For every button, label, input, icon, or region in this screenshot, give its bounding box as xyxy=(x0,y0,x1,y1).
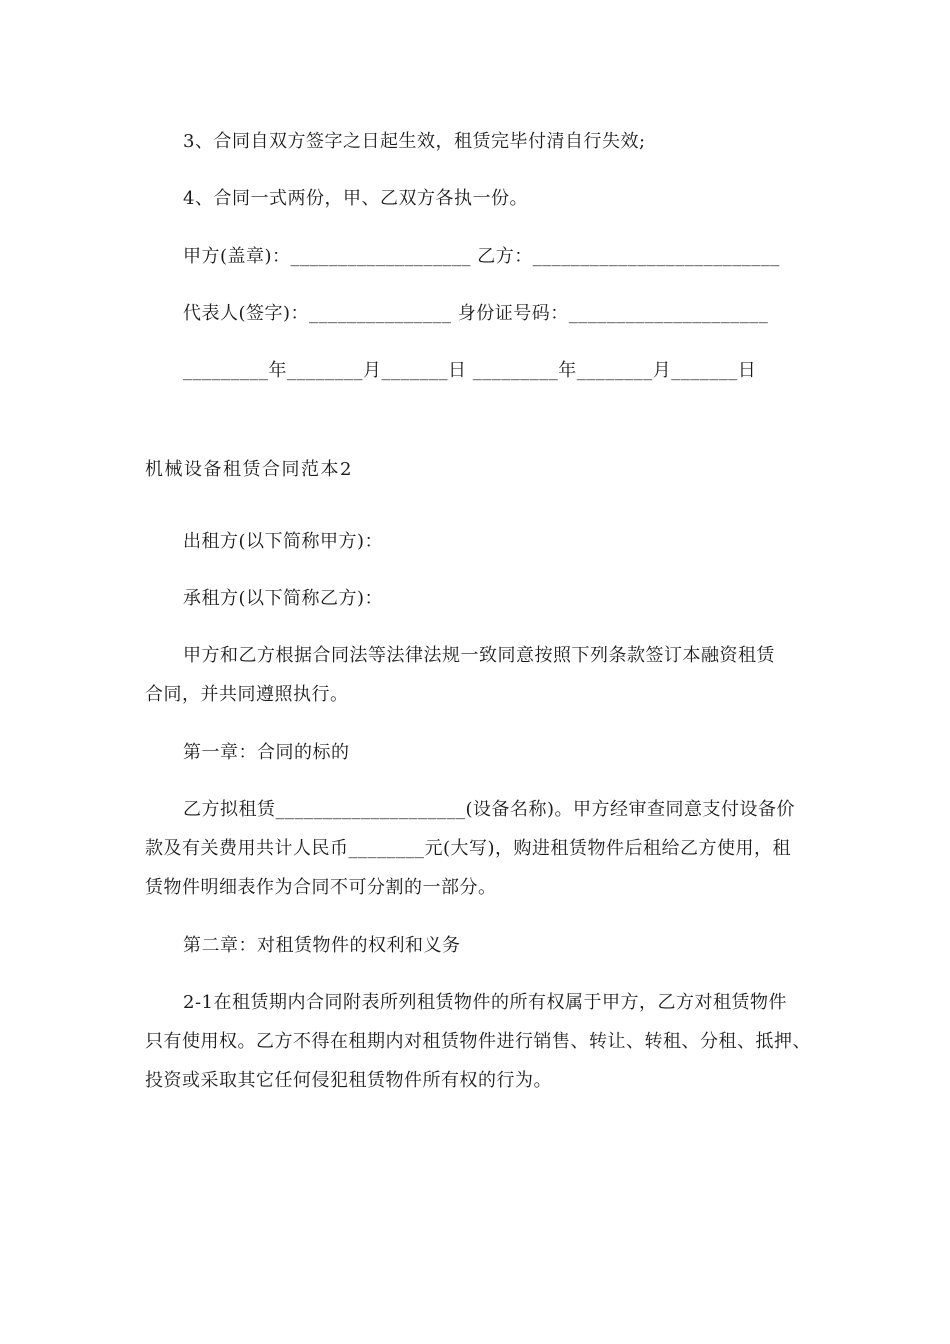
signature-representative: 代表人(签字)：_______________ 身份证号码：_____________________ xyxy=(183,303,769,324)
clause-4: 4、合同一式两份，甲、乙双方各执一份。 xyxy=(183,188,528,209)
lessee-line: 承租方(以下简称乙方)： xyxy=(183,588,384,609)
section-title: 机械设备租赁合同范本2 xyxy=(145,459,353,480)
chapter-1-heading: 第一章：合同的标的 xyxy=(183,742,350,763)
intro-paragraph-line-1: 甲方和乙方根据合同法等法律法规一致同意按照下列条款签订本融资租赁 xyxy=(183,645,775,666)
lessor-line: 出租方(以下简称甲方)： xyxy=(183,531,384,552)
chapter-1-line-2: 款及有关费用共计人民币________元(大写)，购进租赁物件后租给乙方使用，租 xyxy=(145,838,792,859)
clause-3: 3、合同自双方签字之日起生效，租赁完毕付清自行失效; xyxy=(183,131,646,152)
chapter-2-line-3: 投资或采取其它任何侵犯租赁物件所有权的行为。 xyxy=(145,1070,552,1091)
chapter-1-line-3: 赁物件明细表作为合同不可分割的一部分。 xyxy=(145,877,497,898)
signature-party-a-b: 甲方(盖章)：___________________ 乙方：__________________________ xyxy=(183,246,780,267)
signature-date: _________年________月_______日 _________年________月_______日 xyxy=(183,360,757,381)
chapter-2-line-1: 2-1在租赁期内合同附表所列租赁物件的所有权属于甲方，乙方对租赁物件 xyxy=(183,992,787,1013)
chapter-2-heading: 第二章：对租赁物件的权利和义务 xyxy=(183,935,461,956)
chapter-1-line-1: 乙方拟租赁____________________(设备名称)。甲方经审查同意支付设备价 xyxy=(183,799,796,820)
chapter-2-line-2: 只有使用权。乙方不得在租期内对租赁物件进行销售、转让、转租、分租、抵押、 xyxy=(145,1031,811,1052)
intro-paragraph-line-2: 合同，并共同遵照执行。 xyxy=(145,684,349,705)
